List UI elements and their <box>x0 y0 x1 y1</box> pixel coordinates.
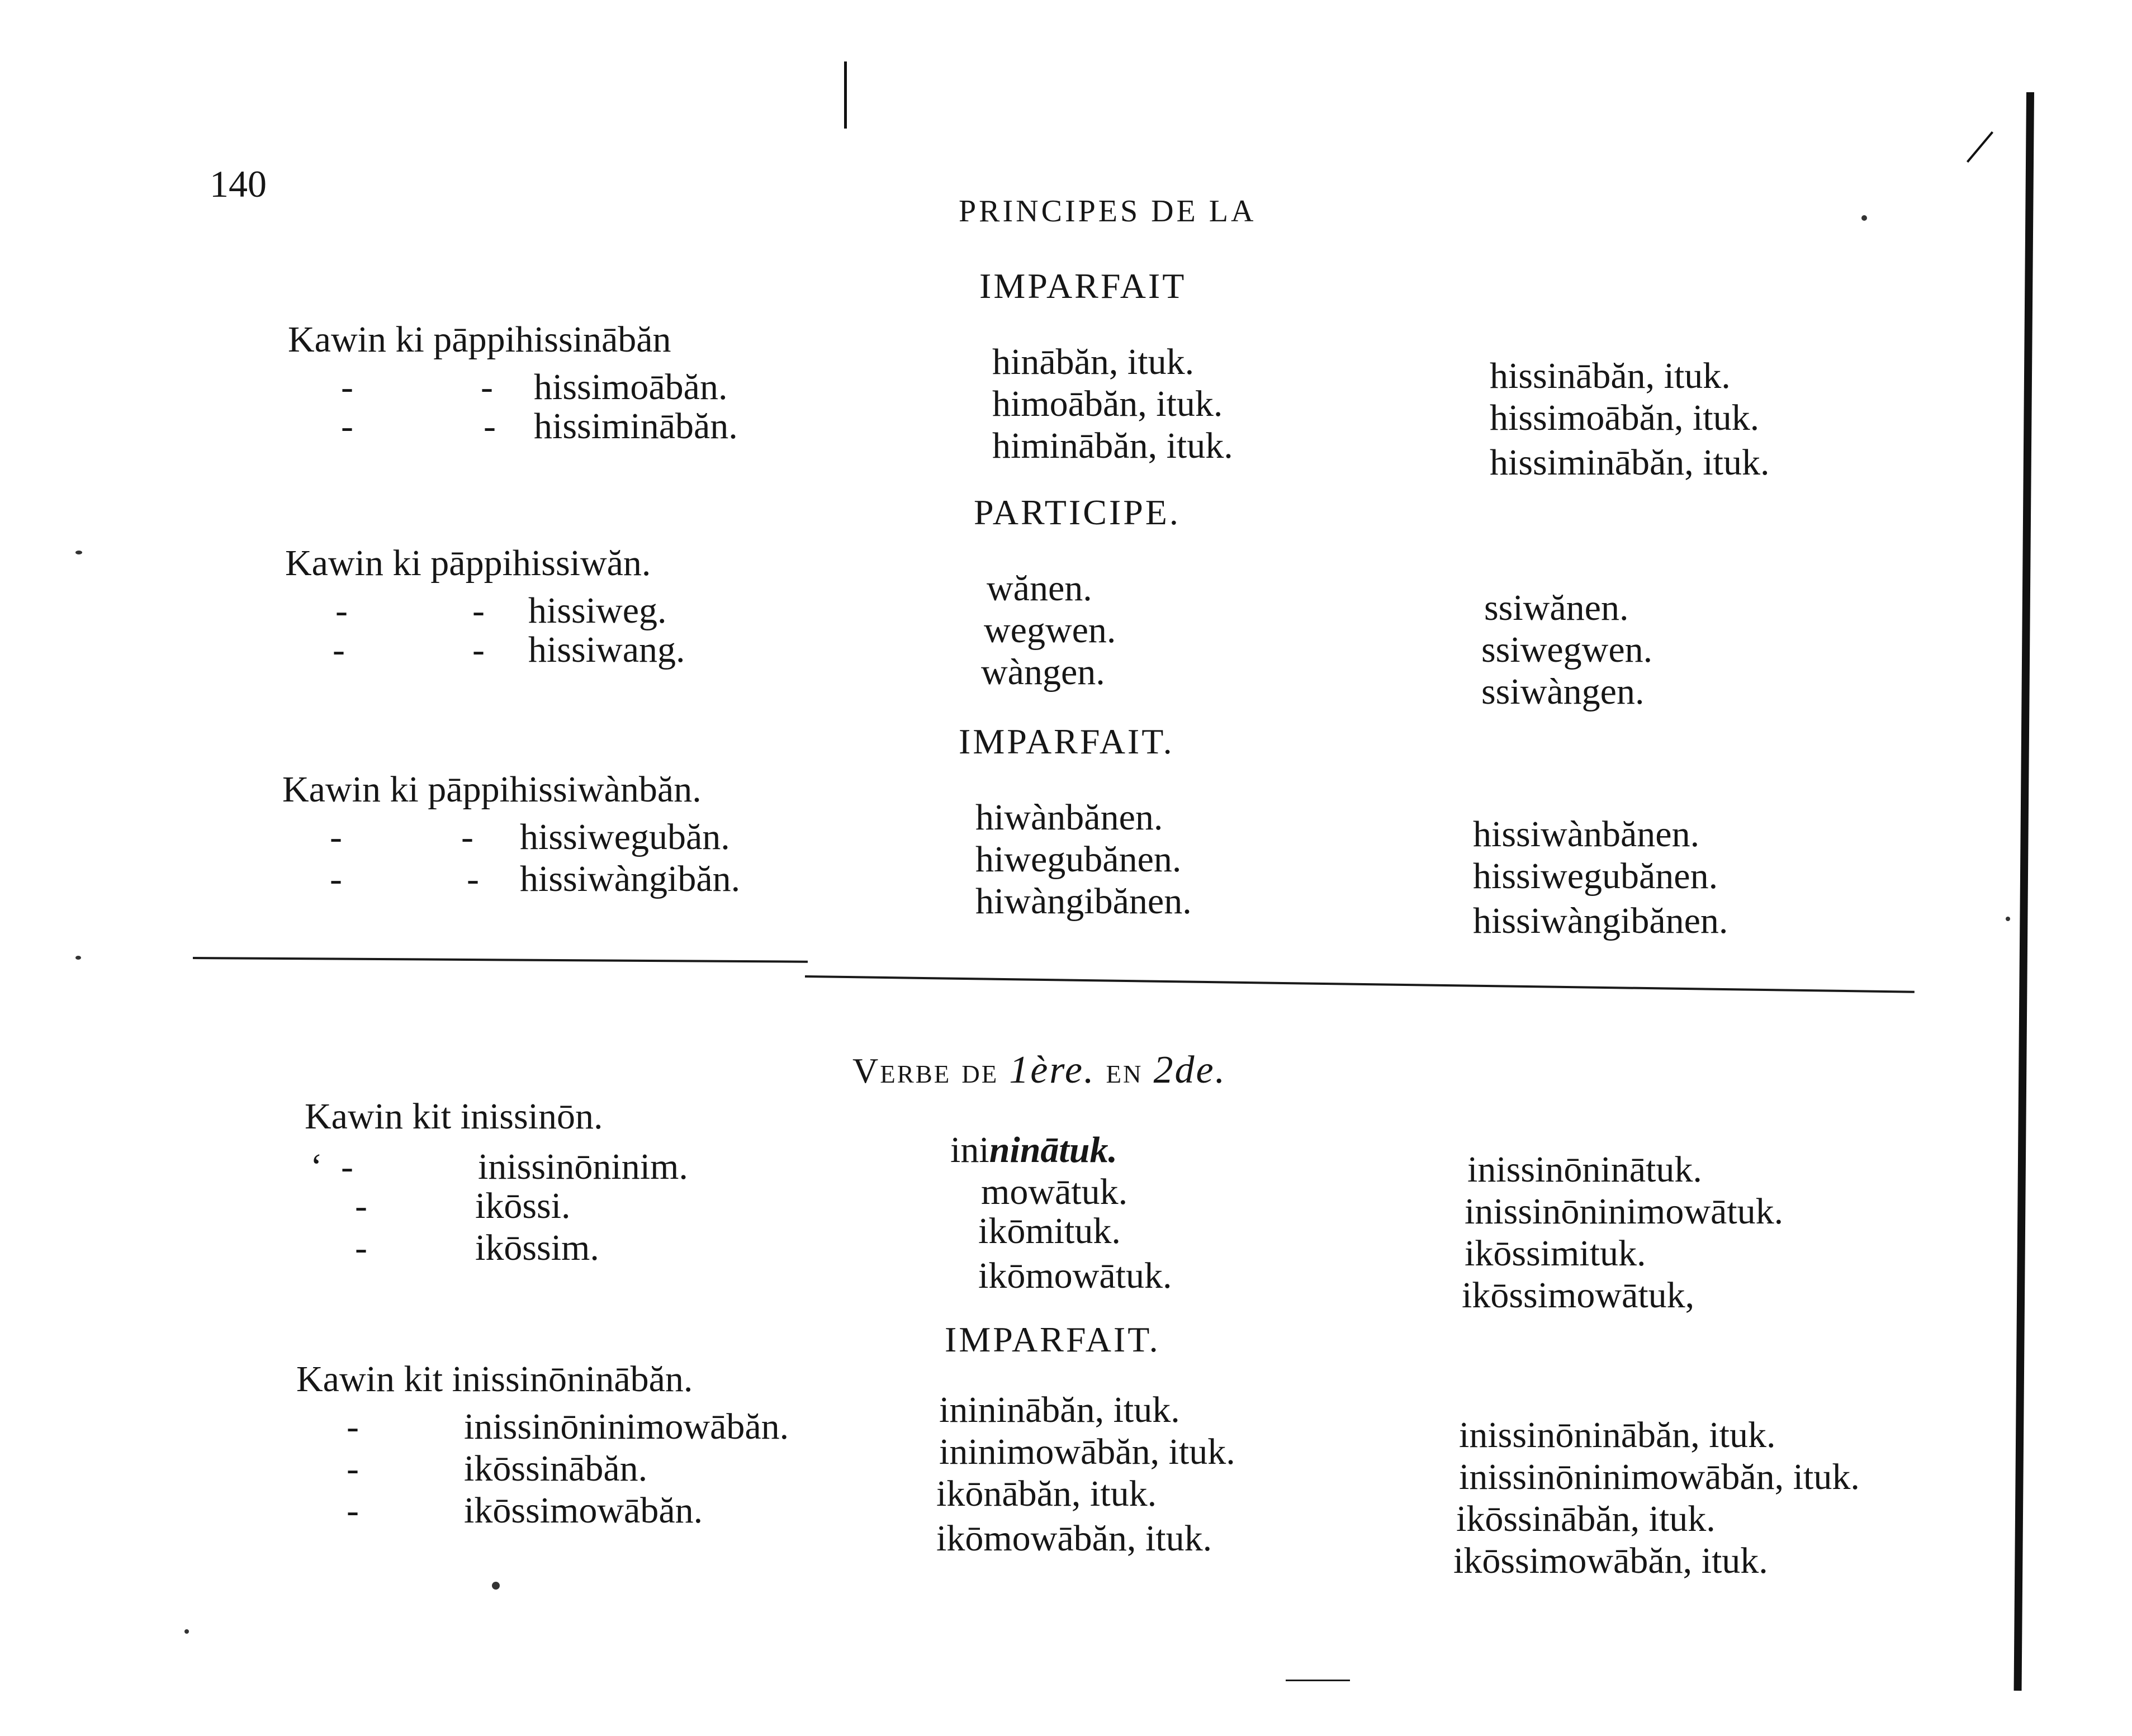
s4-left-word-2: inissinōninim. <box>478 1146 688 1187</box>
s3-left-line-1: Kawin ki pāppihissiwànbăn. <box>282 769 702 810</box>
s5-right-line-2: inissinōninimowābăn, ituk. <box>1459 1457 1860 1497</box>
s5-left-line-1: Kawin kit inissinōninābăn. <box>296 1359 693 1400</box>
s5-mid-line-1: inininābăn, ituk. <box>939 1389 1180 1430</box>
s1-left-line-3-b: - <box>484 406 496 447</box>
speck <box>1861 215 1867 221</box>
bottom-dash <box>1286 1680 1350 1681</box>
s2-left-word-3: hissiwang. <box>528 629 685 670</box>
speck <box>75 956 81 960</box>
s1-mid-line-1: hinābăn, ituk. <box>992 341 1195 382</box>
section5-title: IMPARFAIT. <box>945 1320 1160 1359</box>
s1-left-line-3: - <box>341 406 353 447</box>
s4-left-dash-4: - <box>355 1227 367 1268</box>
divider-rule-2 <box>805 975 1915 993</box>
divider-rule <box>193 957 808 963</box>
s4-right-line-3: ikōssimituk. <box>1465 1233 1646 1274</box>
s2-right-line-3: ssiwàngen. <box>1481 671 1645 712</box>
s1-left-line-2: - <box>341 367 353 407</box>
s4-right-line-2: inissinōninimowātuk. <box>1465 1191 1784 1232</box>
s5-mid-line-2: ininimowābăn, ituk. <box>939 1431 1235 1472</box>
page-number: 140 <box>210 163 267 205</box>
s3-left-dash-3b: - <box>467 858 479 899</box>
s2-left-dash-3a: - <box>333 629 345 670</box>
s5-right-line-1: inissinōninābăn, ituk. <box>1459 1415 1776 1455</box>
s1-left-line-2-b: - <box>481 367 493 407</box>
s2-left-word-2: hissiweg. <box>528 590 667 631</box>
s1-right-line-2: hissimoābăn, ituk. <box>1490 397 1760 438</box>
running-head: PRINCIPES DE LA <box>959 194 1257 229</box>
s1-right-line-3: hissiminābăn, ituk. <box>1490 442 1770 483</box>
s2-left-dash-3b: - <box>472 629 485 670</box>
s1-mid-line-2: himoābăn, ituk. <box>992 383 1223 424</box>
s4-right-line-1: inissinōninātuk. <box>1467 1149 1702 1190</box>
s4-left-dash-3: - <box>355 1185 367 1226</box>
s4-mid-line-1: inininātuk. <box>950 1130 1117 1170</box>
s3-mid-line-3: hiwàngibănen. <box>975 881 1192 922</box>
s2-left-line-1: Kawin ki pāppihissiwăn. <box>285 543 651 584</box>
s5-left-word-3: ikōssinābăn. <box>464 1448 648 1489</box>
s2-left-dash-2a: - <box>335 590 348 631</box>
s5-left-dash-4: - <box>347 1490 359 1531</box>
speck <box>492 1582 500 1590</box>
s3-left-word-2: hissiwegubăn. <box>520 817 730 857</box>
s3-left-dash-2a: - <box>330 817 342 857</box>
speck <box>75 551 82 554</box>
s4-left-line-1: Kawin kit inissinōn. <box>305 1096 603 1137</box>
s5-mid-line-4: ikōmowābăn, ituk. <box>936 1518 1212 1559</box>
stroke-mark <box>1967 131 1993 163</box>
s3-mid-line-1: hiwànbănen. <box>975 797 1163 838</box>
s2-mid-line-1: wănen. <box>987 568 1092 609</box>
s1-left-line-1: Kawin ki pāppihissinābăn <box>288 319 671 360</box>
s5-left-dash-3: - <box>347 1448 359 1489</box>
section3-title: IMPARFAIT. <box>959 722 1174 761</box>
section4-title: Verbe de 1ère. en 2de. <box>852 1049 1227 1092</box>
s1-left-word-3: hissiminābăn. <box>534 406 738 447</box>
s4-mid-line-3: ikōmituk. <box>978 1211 1121 1251</box>
s3-right-line-3: hissiwàngibănen. <box>1473 900 1728 941</box>
s3-mid-line-2: hiwegubănen. <box>975 839 1182 880</box>
s3-left-word-3: hissiwàngibăn. <box>520 858 741 899</box>
s5-left-word-4: ikōssimowābăn. <box>464 1490 703 1531</box>
s5-left-word-2: inissinōninimowābăn. <box>464 1406 789 1447</box>
s2-left-dash-2b: - <box>472 590 485 631</box>
s5-right-line-4: ikōssimowābăn, ituk. <box>1453 1540 1768 1581</box>
s2-right-line-2: ssiwegwen. <box>1481 629 1653 670</box>
s5-right-line-3: ikōssinābăn, ituk. <box>1456 1498 1716 1539</box>
section2-title: PARTICIPE. <box>974 492 1181 532</box>
s1-left-word-2: hissimoābăn. <box>534 367 728 407</box>
speck <box>2006 917 2010 921</box>
s1-right-line-1: hissinābăn, ituk. <box>1490 355 1731 396</box>
s4-left-word-3: ikōssi. <box>475 1185 571 1226</box>
s4-mid-line-2: mowātuk. <box>981 1171 1128 1212</box>
speck <box>184 1629 189 1634</box>
section1-title: IMPARFAIT <box>979 266 1187 306</box>
s4-left-word-4: ikōssim. <box>475 1227 599 1268</box>
s3-right-line-2: hissiwegubănen. <box>1473 856 1718 897</box>
s2-right-line-1: ssiwănen. <box>1484 587 1629 628</box>
s2-mid-line-3: wàngen. <box>981 652 1105 692</box>
gutter-mark <box>844 61 847 129</box>
s3-left-dash-2b: - <box>461 817 473 857</box>
s5-mid-line-3: ikōnābăn, ituk. <box>936 1473 1157 1514</box>
s3-left-dash-3a: - <box>330 858 342 899</box>
page-edge-bar <box>2014 92 2034 1691</box>
s3-right-line-1: hissiwànbănen. <box>1473 814 1700 855</box>
s4-mid-line-4: ikōmowātuk. <box>978 1255 1172 1296</box>
s5-left-dash-2: - <box>347 1406 359 1447</box>
s1-mid-line-3: himinābăn, ituk. <box>992 425 1233 466</box>
s2-mid-line-2: wegwen. <box>984 610 1116 651</box>
s4-left-quote: ‘ - <box>310 1146 353 1187</box>
s4-right-line-4: ikōssimowātuk, <box>1462 1275 1695 1316</box>
